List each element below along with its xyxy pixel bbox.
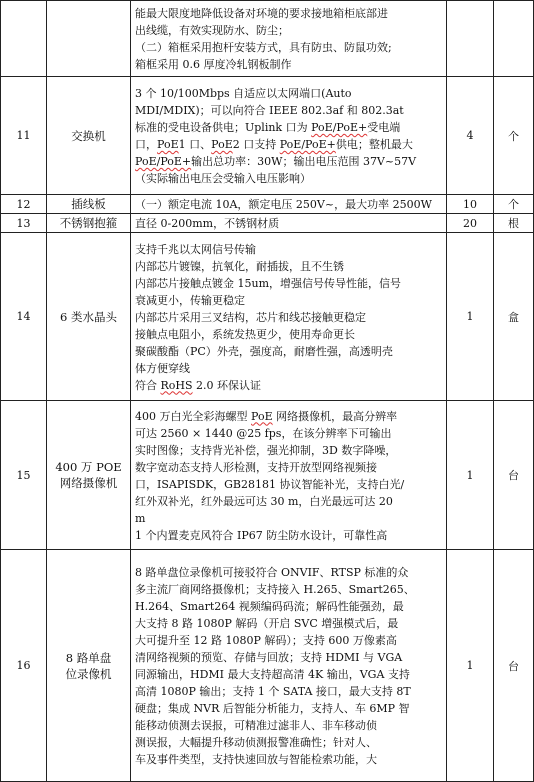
item-unit: 个 — [494, 195, 534, 214]
spec-line: 清网络视频的预览、存储与回放；支持 HDMI 与 VGA — [135, 651, 403, 664]
spec-line: 红外双补光，红外最远可达 30 m，白光最远可达 20 — [135, 494, 393, 508]
spec-line: 接触点电阻小，系统发热更少，使用寿命更长 — [135, 327, 355, 341]
item-quantity: 1 — [447, 401, 494, 550]
spec-line: 出线缆，有效实现防水、防尘； — [135, 24, 289, 37]
row-number: 16 — [1, 550, 47, 782]
item-spec — [131, 77, 447, 195]
item-spec — [131, 550, 447, 782]
spec-line: 可达 2560 × 1440 @25 fps，在该分辨率下可输出 — [135, 426, 392, 440]
spec-line: MDI/MDIX)；可以向符合 IEEE 802.3af 和 802.3at — [135, 104, 404, 117]
spec-line: H.264、Smart264 视频编码码流；解码性能强劲，最 — [135, 600, 404, 613]
spec-line: 口，PoE1 口、PoE2 口支持 PoE/PoE+供电；整机最大 — [135, 138, 413, 151]
table-row — [1, 401, 534, 550]
item-name — [47, 195, 131, 214]
item-name — [47, 550, 131, 782]
item-unit: 根 — [494, 214, 534, 233]
item-name-line: 网络摄像机 — [59, 476, 118, 490]
spec-line: 衰减更小，传输更稳定 — [135, 293, 245, 307]
item-unit — [494, 1, 534, 77]
item-quantity: 10 — [447, 195, 494, 214]
item-name — [47, 214, 131, 233]
table-row — [1, 233, 534, 401]
spec-line: 硬盘；集成 NVR 后智能分析能力，支持人、车 6MP 智 — [135, 702, 410, 715]
spec-line: （一）额定电流 10A，额定电压 250V~，最大功率 2500W — [135, 198, 432, 211]
item-name — [47, 77, 131, 195]
item-unit: 个 — [494, 77, 534, 195]
item-name — [47, 401, 131, 550]
table-row — [1, 214, 534, 233]
spec-line: 测误报，大幅提升移动侦测报警准确性；针对人、 — [135, 736, 377, 749]
item-quantity: 20 — [447, 214, 494, 233]
spec-line: 8 路单盘位录像机可接驳符合 ONVIF、RTSP 标准的众 — [135, 566, 409, 579]
item-name-line: 6 类水晶头 — [60, 309, 117, 324]
spec-line: 支持千兆以太网信号传输 — [135, 242, 256, 256]
table-row — [1, 77, 534, 195]
spec-line: 内部芯片镀镍，抗氧化，耐插拔，且不生锈 — [135, 259, 344, 273]
item-name-line: 位录像机 — [65, 666, 112, 681]
spec-line: 标准的受电设备供电；Uplink 口为 PoE/PoE+受电端 — [135, 121, 401, 134]
item-quantity — [447, 1, 494, 77]
spec-line: 能移动侦测去误报，可精准过滤非人、非车移动侦 — [135, 719, 377, 732]
spec-line: 1 个内置麦克风符合 IP67 防尘防水设计，可靠性高 — [135, 528, 388, 542]
spec-line: 聚碳酸酯（PC）外壳，强度高，耐磨性强，高透明壳 — [135, 344, 393, 358]
row-number: 12 — [1, 195, 47, 214]
item-name-line: 交换机 — [71, 128, 106, 143]
spec-line: 大支持 8 路 1080P 解码（开启 SVC 增强模式后，最 — [135, 617, 399, 630]
spec-line: 内部芯片接触点镀金 15um，增强信号传导性能，信号 — [135, 276, 402, 290]
item-quantity: 4 — [447, 77, 494, 195]
row-number: 11 — [1, 77, 47, 195]
spec-line: 同源输出，HDMI 最大支持超高清 4K 输出，VGA 支持 — [135, 668, 410, 681]
spec-line: 实时图像；支持背光补偿，强光抑制，3D 数字降噪， — [135, 443, 397, 457]
spec-line: 多主流厂商网络摄像机；支持接入 H.265、Smart265、 — [135, 583, 415, 596]
spec-line: 3 个 10/100Mbps 自适应以太网端口(Auto — [135, 87, 352, 100]
table-body — [1, 1, 534, 782]
item-name-line: 8 路单盘 — [65, 650, 112, 665]
item-spec — [131, 1, 447, 77]
spec-line: 箱框采用 0.6 厚度冷轧钢板制作 — [135, 58, 292, 71]
spec-line: 数字宽动态支持人形检测，支持开放型网络视频接 — [135, 460, 377, 474]
table-row — [1, 550, 534, 782]
row-number: 13 — [1, 214, 47, 233]
row-number — [1, 1, 47, 77]
item-name-line: 400 万 POE — [55, 460, 122, 474]
spec-line: 高清 1080P 输出；支持 1 个 SATA 接口，最大支持 8T — [135, 685, 411, 698]
item-spec — [131, 401, 447, 550]
spec-line: PoE/PoE+输出总功率：30W；输出电压范围 37V~57V — [135, 155, 417, 168]
item-name-line: 不锈钢抱箍 — [59, 216, 118, 230]
spec-line: m — [135, 511, 146, 525]
spec-line: 体方便穿线 — [135, 361, 190, 375]
spec-line: 400 万白光全彩海螺型 PoE 网络摄像机，最高分辨率 — [135, 409, 398, 423]
table-row — [1, 1, 534, 77]
spec-line: （二）箱框采用抱杆安装方式，具有防虫、防鼠功效; — [135, 41, 392, 54]
spec-line: 能最大限度地降低设备对环境的要求接地箱柜底部进 — [135, 7, 388, 20]
item-name — [47, 1, 131, 77]
item-quantity: 1 — [447, 550, 494, 782]
item-quantity: 1 — [447, 233, 494, 401]
item-unit: 台 — [494, 550, 534, 782]
spec-line: 车及事件类型，支持快速回放与智能检索功能，大 — [135, 753, 377, 766]
item-spec — [131, 195, 447, 214]
spec-line: （实际输出电压会受输入电压影响） — [135, 172, 311, 185]
item-unit: 台 — [494, 401, 534, 550]
spec-line: 直径 0-200mm，不锈钢材质 — [135, 217, 280, 230]
spec-line: 口，ISAPISDK，GB28181 协议智能补光，支持白光/ — [135, 477, 405, 491]
item-name — [47, 233, 131, 401]
item-spec — [131, 233, 447, 401]
item-name-line: 插线板 — [71, 197, 106, 211]
row-number: 15 — [1, 401, 47, 550]
spec-line: 大可提升至 12 路 1080P 解码）；支持 600 万像素高 — [135, 634, 397, 647]
table-row — [1, 195, 534, 214]
spec-line: 符合 RoHS 2.0 环保认证 — [135, 378, 262, 392]
item-spec — [131, 214, 447, 233]
row-number: 14 — [1, 233, 47, 401]
spec-line: 内部芯片采用三叉结构，芯片和线芯接触更稳定 — [135, 310, 366, 324]
item-unit: 盒 — [494, 233, 534, 401]
